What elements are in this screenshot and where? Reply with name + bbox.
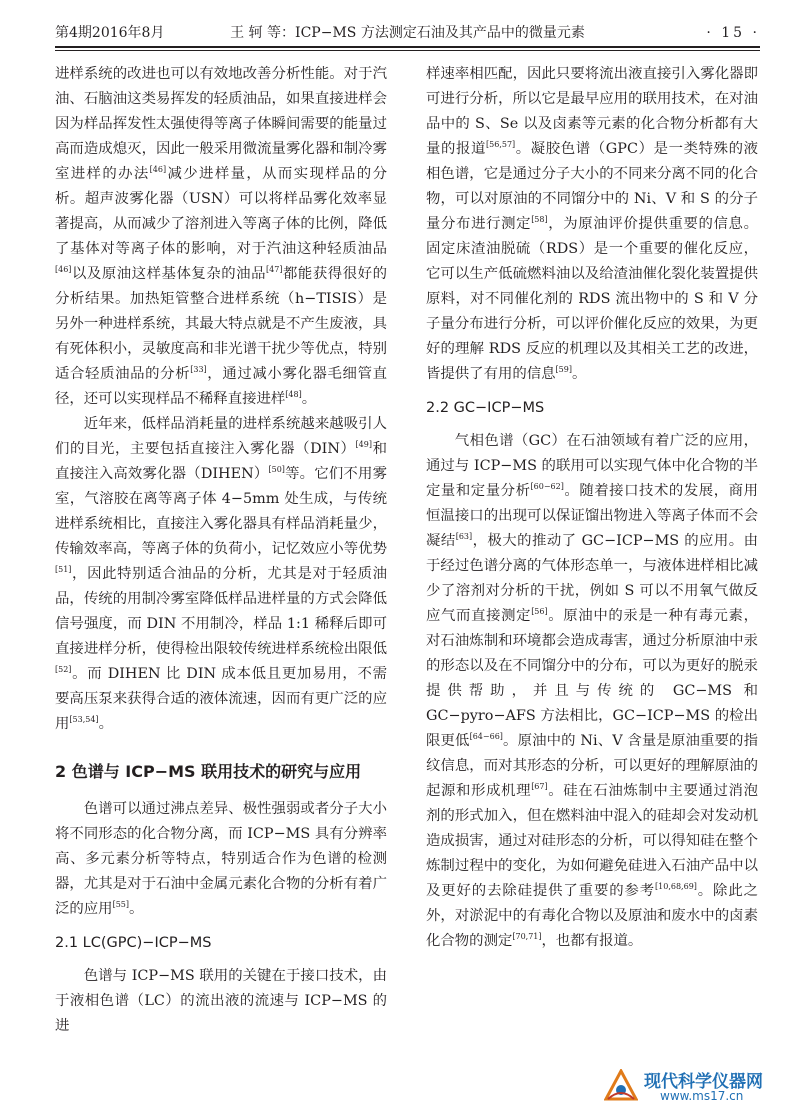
right-column xyxy=(426,62,758,1067)
watermark-url: www.ms17.cn xyxy=(660,1089,744,1103)
watermark-name: 现代科学仪器网 xyxy=(644,1072,763,1092)
paragraph: 色谱与 ICP−MS 联用的关键在于接口技术，由于液相色谱（LC）的流出液的流速与 ICP−MS 的进 xyxy=(55,968,387,1034)
citation: [59] xyxy=(555,365,572,374)
journal-issue: 第4期2016年8月 xyxy=(55,25,165,41)
running-header xyxy=(55,20,760,46)
section-heading: 2 色谱与 ICP−MS 联用技术的研究与应用 xyxy=(55,762,362,781)
subsection-heading: 2.1 LC(GPC)−ICP−MS xyxy=(55,935,212,951)
citation: [70,71] xyxy=(512,932,542,941)
citation: [58] xyxy=(531,215,548,224)
citation: [50] xyxy=(268,465,285,474)
citation: [55] xyxy=(112,900,129,909)
citation: [56,57] xyxy=(486,140,516,149)
citation: [63] xyxy=(455,532,473,541)
citation: [33] xyxy=(190,365,207,374)
citation: [60−62] xyxy=(530,482,564,491)
paragraph: 色谱可以通过沸点差异、极性强弱或者分子大小将不同形态的化合物分离，而 ICP−MS 具有分辨率高、多元素分析等特点，特别适合作为色谱的检测器，尤其是对于石油中金属元素化合物的分析有着广泛的应用[55]。 xyxy=(55,801,387,917)
citation: [53,54] xyxy=(69,715,99,724)
citation: [10,68,69] xyxy=(655,882,697,891)
paragraph: 进样系统的改进也可以有效地改善分析性能。对于汽油、石脑油这类易挥发的轻质油品，如果直接进样会因为样品挥发性太强使得等离子体瞬间需要的能量过高而造成熄灭，因此一般采用微流量雾化器和制冷雾室进样的办法[46]减少进样量，从而实现样品的分析。超声波雾化器（USN）可以将样品雾化效率显著提高，从而减少了溶剂进入等离子体的比例，降低了基体对等离子体的影响，对于汽油这种轻质油品[46]以及原油这样基体复杂的油品[47]都能获得很好的分析结果。加热矩管整合进样系统（h−TISIS）是另外一种进样系统，其最大特点就是不产生废液，具有死体积小，灵敏度高和非光谱干扰少等优点，特别适合轻质油品的分析[33]，通过减小雾化器毛细管直径，还可以实现样品不稀释直接进样[48]。 xyxy=(55,66,387,407)
citation: [56] xyxy=(531,607,548,616)
citation: [46] xyxy=(149,165,167,174)
site-watermark xyxy=(604,1067,794,1107)
left-column xyxy=(55,62,387,1067)
citation: [48] xyxy=(285,390,302,399)
citation: [64−66] xyxy=(469,732,503,741)
paragraph: 样速率相匹配，因此只要将流出液直接引入雾化器即可进行分析，所以它是最早应用的联用技术，在对油品中的 S、Se 以及卤素等元素的化合物分析都有大量的报道[56,57]。凝胶色谱（GPC）是一类特殊的液相色谱，它是通过分子大小的不同来分离不同的化合物，可以对原油的不同馏分中的 Ni、V 和 S 的分子量分布进行测定[58]，为原油评价提供重要的信息。固定床渣油脱硫（RDS）是一个重要的催化反应，它可以生产低硫燃料油以及给渣油催化裂化装置提供原料，对不同催化剂的 RDS 流出物中的 S 和 V 分子量分布进行分析，可以评价催化反应的效果，为更好的理解 RDS 反应的机理以及其相关工艺的改进，皆提供了有用的信息[59]。 xyxy=(426,66,758,382)
paragraph: 近年来，低样品消耗量的进样系统越来越吸引人们的目光，主要包括直接注入雾化器（DIN）[49]和直接注入高效雾化器（DIHEN）[50]等。它们不用雾室，气溶胶在离等离子体 4−5mm 处生成，与传统进样系统相比，直接注入雾化器具有样品消耗量少，传输效率高，等离子体的负荷小，记忆效应小等优势[51]，因此特别适合油品的分析，尤其是对于轻质油品，传统的用制冷雾室降低样品进样量的方式会降低信号强度，而 DIN 不用制冷，样品 1:1 稀释后即可直接进样分析，使得检出限较传统进样系统检出限低[52]。而 DIHEN 比 DIN 成本低且更加易用，不需要高压泵来获得合适的液体流速，因而有更广泛的应用[53,54]。 xyxy=(55,416,387,732)
citation: [51] xyxy=(55,565,72,574)
paragraph: 气相色谱（GC）在石油领域有着广泛的应用，通过与 ICP−MS 的联用可以实现气体中化合物的半定量和定量分析[60−62]。随着接口技术的发展，商用恒温接口的出现可以保证馏出物进入等离子体而不会凝结[63]，极大的推动了 GC−ICP−MS 的应用。由于经过色谱分离的气体形态单一，与液体进样相比减少了溶剂对分析的干扰，例如 S 可以不用氧气做反应气而直接测定[56]。原油中的汞是一种有毒元素，对石油炼制和环境都会造成毒害，通过分析原油中汞的形态以及在不同馏分中的分布，可以为更好的脱汞提供帮助，并且与传统的 GC−MS 和 GC−pyro−AFS 方法相比，GC−ICP−MS 的检出限更低[64−66]。原油中的 Ni、V 含量是原油重要的指纹信息，而对其形态的分析，可以更好的理解原油的起源和形成机理[67]。硅在石油炼制中主要通过消泡剂的形式加入，但在燃料油中混入的硅却会对发动机造成损害，通过对硅形态的分析，可以得知硅在整个炼制过程中的变化，为如何避免硅进入石油产品中以及更好的去除硅提供了重要的参考[10,68,69]。除此之外，对淤泥中的有毒化合物以及原油和废水中的卤素化合物的测定[70,71]，也都有报道。 xyxy=(426,433,758,949)
page-number: · 15 · xyxy=(706,25,760,41)
running-title: 王 轲 等：ICP−MS 方法测定石油及其产品中的微量元素 xyxy=(230,25,585,41)
citation: [67] xyxy=(531,782,548,791)
citation: [52] xyxy=(55,665,72,674)
citation: [49] xyxy=(355,440,372,449)
citation: [46] xyxy=(55,265,72,274)
logo-icon xyxy=(604,1069,638,1103)
subsection-heading: 2.2 GC−ICP−MS xyxy=(426,400,545,416)
header-rule xyxy=(55,46,760,51)
citation: [47] xyxy=(266,265,283,274)
